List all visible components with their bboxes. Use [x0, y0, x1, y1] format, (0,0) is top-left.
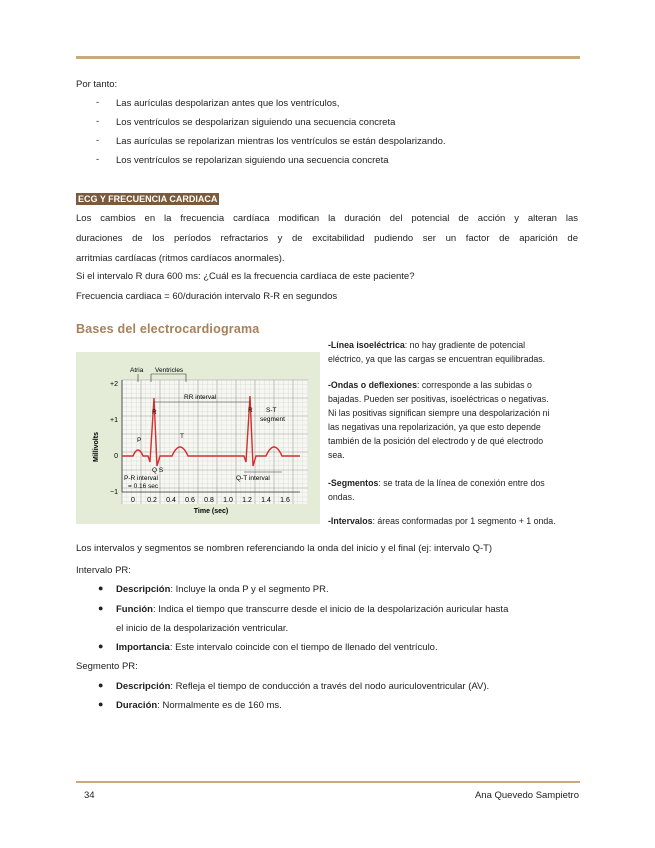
pr-item: Importancia: Este intervalo coincide con el tiempo de llenado del ventrículo. [116, 642, 438, 653]
paragraph-line: arritmias cardíacas (ritmos cardíacos anormales). [76, 253, 285, 264]
ecg-figure [76, 352, 320, 524]
bullet-dot: ● [98, 603, 104, 613]
qs-label: Q S [152, 467, 164, 474]
y-axis-label: Millivolts [93, 432, 100, 462]
st-label: S-T [266, 407, 277, 414]
paragraph-line: duraciones de los períodos refractarios y de excitabilidad pudiendo ser un factor de aparición de [76, 233, 578, 244]
st-label: segment [260, 416, 285, 423]
atria-label: Atria [130, 367, 144, 374]
pr-label: P-R interval [124, 475, 158, 482]
pr-label: = 0.16 sec [128, 483, 159, 490]
footer-author: Ana Quevedo Sampietro [474, 790, 579, 801]
x-tick-label: 0.6 [185, 497, 195, 504]
paragraph-line: Los cambios en la frecuencia cardíaca modifican la duración del potencial de acción y alteran las [76, 213, 578, 224]
top-rule [76, 56, 580, 59]
p-label: P [137, 437, 142, 444]
seg-title: Segmento PR: [76, 661, 138, 672]
y-tick-label: +1 [110, 417, 118, 424]
ventricles-label: Ventricles [155, 367, 184, 374]
side-waves: -Ondas o deflexiones: corresponde a las subidas o bajadas. Pueden ser positivas, isoeléctricas o negativas. Ni las positivas significan siempre una despolarización ni las negativas una repolarización, ya que esto depende también de la posición del electrodo y de qué electrodo sea. [328, 380, 550, 460]
bases-title: Bases del electrocardiograma [76, 322, 260, 336]
pr-item: Función: Indica el tiempo que transcurre desde el inicio de la despolarización auricular hasta [116, 604, 509, 615]
r-label: R [152, 409, 157, 416]
bullet-dot: ● [98, 641, 104, 651]
section-heading: ECG Y FRECUENCIA CARDIACA [78, 194, 218, 204]
intro-text: Por tanto: [76, 79, 118, 90]
bullet-dot: ● [98, 680, 104, 690]
bullet-dot: ● [98, 699, 104, 709]
r-label: R [248, 407, 253, 414]
t-label: T [180, 433, 184, 440]
x-axis-label: Time (sec) [193, 508, 229, 515]
bottom-rule [76, 781, 580, 783]
y-tick-label: 0 [114, 453, 118, 460]
list-item: Los ventrículos se repolarizan siguiendo una secuencia concreta [116, 155, 389, 166]
y-tick-label: −1 [110, 489, 118, 496]
x-tick-label: 0.8 [204, 497, 214, 504]
seg-item: Descripción: Refleja el tiempo de conducción a través del nodo auriculoventricular (AV). [116, 681, 490, 692]
x-tick-label: 0.4 [166, 497, 176, 504]
x-tick-label: 1.4 [261, 497, 271, 504]
list-item: Los ventrículos se despolarizan siguiendo una secuencia concreta [116, 117, 396, 128]
y-tick-label: +2 [110, 381, 118, 388]
note-text: Los intervalos y segmentos se nombren referenciando la onda del inicio y el final (ej: intervalo Q-T) [76, 543, 493, 554]
rr-label: RR interval [184, 394, 217, 401]
seg-item: Duración: Normalmente es de 160 ms. [116, 700, 282, 711]
x-tick-label: 1.0 [223, 497, 233, 504]
list-dash: - [96, 135, 100, 146]
list-dash: - [96, 97, 100, 108]
pr-title: Intervalo PR: [76, 565, 131, 576]
x-tick-label: 1.6 [280, 497, 290, 504]
x-tick-label: 1.2 [242, 497, 252, 504]
bullet-dot: ● [98, 583, 104, 593]
side-isoelectric: -Línea isoeléctrica: no hay gradiente de potencial eléctrico, ya que las cargas se encuentran equilibradas. [328, 340, 546, 364]
page-number: 34 [84, 790, 95, 801]
list-dash: - [96, 116, 100, 127]
side-segments: -Segmentos: se trata de la línea de conexión entre dos ondas. [328, 478, 545, 502]
question-text: Si el intervalo R dura 600 ms: ¿Cuál es la frecuencia cardíaca de este paciente? [76, 271, 415, 282]
list-item: Las aurículas se repolarizan mientras los ventrículos se están despolarizando. [116, 136, 446, 147]
list-dash: - [96, 154, 100, 165]
list-item: Las aurículas despolarizan antes que los ventrículos, [116, 98, 340, 109]
x-tick-label: 0 [131, 497, 135, 504]
pr-item-continued: el inicio de la despolarización ventricular. [116, 623, 289, 634]
qt-label: Q-T interval [236, 475, 270, 482]
side-intervals: -Intervalos: áreas conformadas por 1 segmento + 1 onda. [328, 516, 556, 526]
x-tick-label: 0.2 [147, 497, 157, 504]
formula-text: Frecuencia cardiaca = 60/duración intervalo R-R en segundos [76, 291, 338, 302]
pr-item: Descripción: Incluye la onda P y el segmento PR. [116, 584, 329, 595]
